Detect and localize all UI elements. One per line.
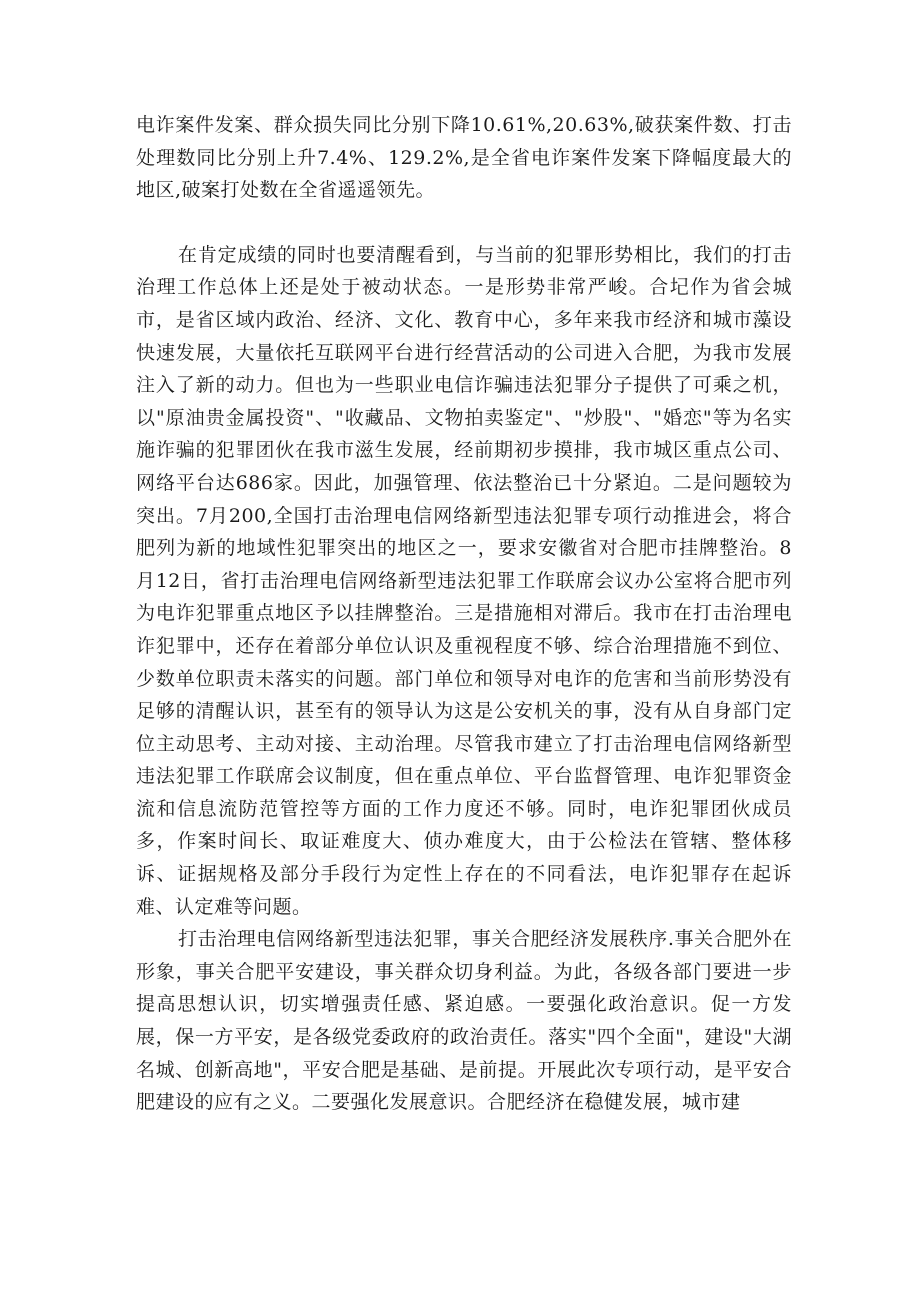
paragraph-requirements: 打击治理电信网络新型违法犯罪，事关合肥经济发展秩序.事关合肥外在形象，事关合肥平安建设，事关群众切身利益。为此，各级各部门要进一步提高思想认识，切实增强责任感、紧迫感。一要强化政治意识。促一方发展，保一方平安，是各级党委政府的政治责任。落实"四个全面"，建设"大湖名城、创新高地"，平安合肥是基础、是前提。开展此次专项行动，是平安合肥建设的应有之义。二要强化发展意识。合肥经济在稳健发展，城市建	[136, 928, 792, 1114]
paragraph-statistics: 电诈案件发案、群众损失同比分别下降10.61%,20.63%,破获案件数、打击处理数同比分别上升7.4%、129.2%,是全省电诈案件发案下降幅度最大的地区,破案打处数在全省遥遥领先。	[136, 114, 792, 202]
paragraph-spacer	[136, 207, 792, 239]
paragraph-situation-analysis: 在肯定成绩的同时也要清醒看到，与当前的犯罪形势相比，我们的打击治理工作总体上还是处于被动状态。一是形势非常严峻。合圮作为省会城市，是省区域内政治、经济、文化、教育中心，多年来我市经济和城市藻设快速发展，大量依托互联网平台进行经营活动的公司进入合肥，为我市发展注入了新的动力。但也为一些职业电信诈骗违法犯罪分子提供了可乘之机，以"原油贵金属投资"、"收藏品、文物拍卖鉴定"、"炒股"、"婚恋"等为名实施诈骗的犯罪团伙在我市滋生发展，经前期初步摸排，我市城区重点公司、网络平台达686家。因此，加强管理、依法整治已十分紧迫。二是问题较为突出。7月200,全国打击治理电信网络新型违法犯罪专项行动推进会，将合肥列为新的地域性犯罪突出的地区之一，要求安徽省对合肥市挂牌整治。8月12日，省打击治理电信网络新型违法犯罪工作联席会议办公室将合肥市列为电诈犯罪重点地区予以挂牌整治。三是措施相对滞后。我市在打击治理电诈犯罪中，还存在着部分单位认识及重视程度不够、综合治理措施不到位、少数单位职责未落实的问题。部门单位和领导对电诈的危害和当前形势没有足够的清醒认识，甚至有的领导认为这是公安机关的事，没有从自身部门定位主动思考、主动对接、主动治理。尽管我市建立了打击治理电信网络新型违法犯罪工作联席会议制度，但在重点单位、平台监督管理、电诈犯罪资金流和信息流防范管控等方面的工作力度还不够。同时，电诈犯罪团伙成员多，作案时间长、取证难度大、侦办难度大，由于公检法在管辖、整体移诉、证据规格及部分手段行为定性上存在的不同看法，电诈犯罪存在起诉难、认定难等问题。	[136, 243, 792, 918]
document-page	[136, 109, 792, 1119]
